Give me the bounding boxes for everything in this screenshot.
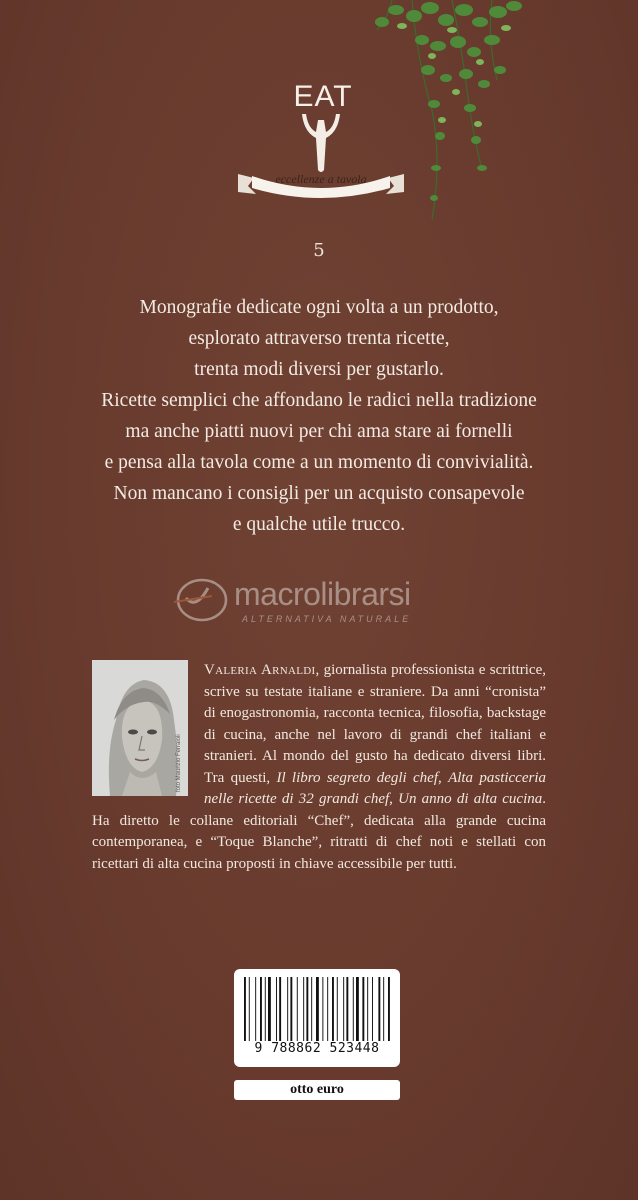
barcode-bars <box>244 977 390 1041</box>
blurb-line: e qualche utile trucco. <box>232 514 406 535</box>
barcode-bar <box>322 977 323 1041</box>
leaf-circle-icon <box>172 576 228 622</box>
back-cover-blurb <box>40 292 598 540</box>
isbn-barcode <box>234 969 400 1067</box>
barcode-bar <box>343 977 344 1041</box>
book-title: Un anno di alta cucina <box>398 791 543 807</box>
barcode-bar <box>378 977 380 1041</box>
blurb-line: Ricette semplici che affondano le radici nella tradizione <box>101 390 537 411</box>
book-title: Alta pasticceria nelle ricette di 32 grandi chef <box>204 769 547 807</box>
blurb-line: ma anche piatti nuovi per chi ama stare ai fornelli <box>125 421 513 442</box>
barcode-bar <box>303 977 304 1041</box>
barcode-bar <box>332 977 334 1041</box>
barcode-number: 9 788862 523448 <box>254 1041 380 1056</box>
watermark-tagline: ALTERNATIVA NATURALE <box>242 614 412 624</box>
blurb-line: esplorato attraverso trenta ricette, <box>188 328 450 349</box>
barcode-bar <box>316 977 319 1041</box>
barcode-bar <box>306 977 308 1041</box>
barcode-bar <box>383 977 384 1041</box>
book-title: Il libro segreto degli chef <box>276 769 439 786</box>
barcode-bar <box>372 977 373 1041</box>
barcode-bar <box>388 977 390 1041</box>
barcode-bar <box>268 977 271 1041</box>
blurb-line: Monografie dedicate ogni volta a un prodotto, <box>139 297 499 318</box>
photo-credit: foto Maurizio Ferraioli <box>176 734 182 792</box>
barcode-bar <box>244 977 246 1041</box>
barcode-bar <box>353 977 354 1041</box>
bio-text: , giornalista professionista e scrittrice, scrive su testate italiane e straniere. Da anni “cronista” di enogastronomia, racconta tecnica, filosofia, backstage di cucina, anche nel lavoro di grandi chef italiani e stranieri. Al mondo del gusto ha dedicato diversi libri. Tra questi, <box>204 662 546 786</box>
barcode-bar <box>255 977 256 1041</box>
bio-separator: , <box>389 791 399 807</box>
bio-separator: , <box>438 769 449 786</box>
barcode-bar <box>362 977 364 1041</box>
volume-number: 5 <box>313 240 325 261</box>
hanging-plant-illustration <box>372 0 532 225</box>
blurb-line: trenta modi diversi per gustarlo. <box>194 359 444 380</box>
barcode-bar <box>327 977 328 1041</box>
barcode-bar <box>311 977 312 1041</box>
barcode-bar <box>287 977 288 1041</box>
author-bio <box>92 660 546 875</box>
barcode-bar <box>290 977 292 1041</box>
barcode-bar <box>346 977 348 1041</box>
barcode-bar <box>337 977 338 1041</box>
blurb-line: e pensa alla tavola come a un momento di convivialità. <box>104 452 534 473</box>
barcode-bar <box>297 977 298 1041</box>
author-name: Valeria Arnaldi <box>204 662 316 678</box>
logo-tagline: eccellenze a tavola <box>275 172 367 186</box>
bio-text: . Ha diretto le collane editoriali “Chef”, dedicata alla grande cucina contemporanea, e “Toque Blanche”, ritratti di chef noti e stellati con ricettari di alta cucina proposti in chiave accessibile per tutti. <box>92 791 547 872</box>
barcode-bar <box>276 977 277 1041</box>
barcode-bar <box>265 977 266 1041</box>
barcode-bar <box>356 977 359 1041</box>
blurb-line: Non mancano i consigli per un acquisto consapevole <box>113 483 525 504</box>
barcode-bar <box>249 977 250 1041</box>
barcode-bar <box>260 977 262 1041</box>
watermark-name: macrolibrarsi <box>234 576 411 612</box>
macrolibrarsi-watermark <box>172 574 472 634</box>
barcode-bar <box>279 977 281 1041</box>
barcode-bar <box>367 977 368 1041</box>
logo-title: EAT <box>293 80 353 113</box>
price-label: otto euro <box>234 1080 400 1100</box>
